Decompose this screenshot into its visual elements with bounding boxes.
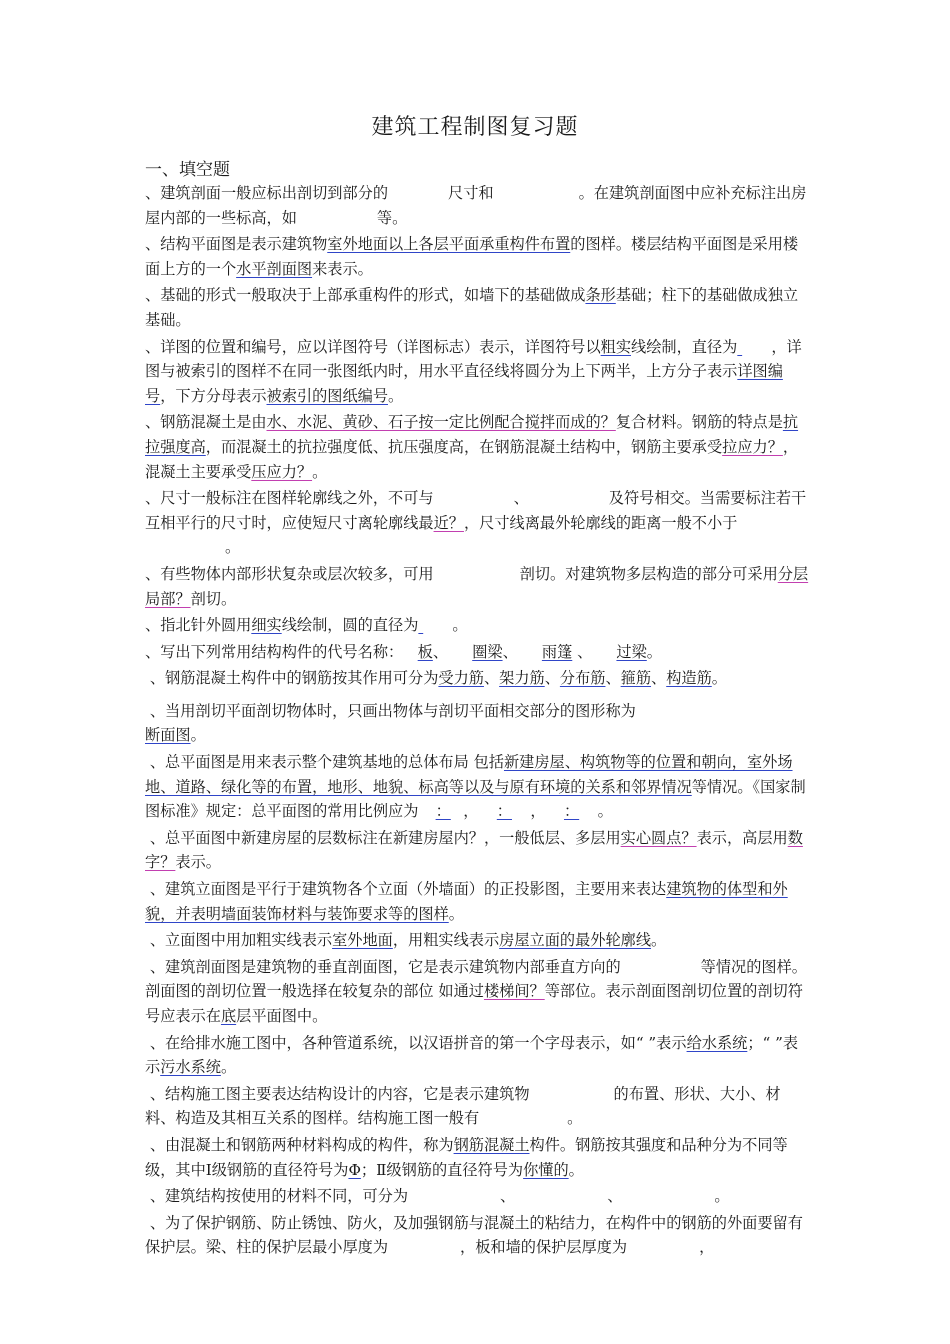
question-4 xyxy=(145,335,810,409)
question-3 xyxy=(145,283,810,332)
q21-text-c: ， xyxy=(699,1238,715,1257)
q4-text-c: ，详图与被索引的图样不在同一张图纸内时，用水平直径线将圆分为上下两半，上方分子表示 xyxy=(145,337,802,381)
q11-answer-1: 断面图 xyxy=(145,726,191,745)
q19-text-b: 构件。钢筋按其强度和品种分为不同等级，其中Ⅰ级钢筋的直径符号为 xyxy=(145,1135,788,1179)
q21-text-b: ，板和墙的保护层厚度为 xyxy=(460,1238,628,1257)
question-5 xyxy=(145,410,810,484)
q20-text-d: 。 xyxy=(714,1187,730,1206)
q10-answer-5: 构造筋 xyxy=(666,669,712,688)
q6-text-e: 。 xyxy=(225,538,241,557)
q7-text-c: 剖切。 xyxy=(190,589,237,608)
question-11 xyxy=(145,699,810,748)
question-16 xyxy=(145,955,810,1029)
q12-answer-1: 新建房屋、构筑物等的位置和朝向，室外场地、道路、绿化等的布置，地形、地貌、标高等以及与原有环境的关系和邻界情况 xyxy=(145,753,793,796)
q10-text-a: 、钢筋混凝土构件中的钢筋按其作用可分为 xyxy=(149,669,439,688)
question-18 xyxy=(145,1082,810,1131)
q12-text-b: 等情况。《国家制图标准》规定：总平面图的常用比例应为 xyxy=(145,777,806,821)
q19-answer-2: Φ xyxy=(348,1160,361,1179)
q12-ratio-3: ： xyxy=(563,802,580,821)
q12-text-c: 。 xyxy=(597,802,613,821)
question-21 xyxy=(145,1211,810,1260)
q10-answer-2: 架力筋 xyxy=(499,669,545,688)
q3-answer-1: 条形 xyxy=(585,286,616,305)
q10-sep-4: 、 xyxy=(651,669,667,688)
q4-text-d: ，下方分母表示 xyxy=(160,386,267,405)
question-list xyxy=(145,181,810,1262)
q10-answer-4: 箍筋 xyxy=(620,669,652,688)
q16-text-a: 、建筑剖面图是建筑物的垂直剖面图，它是表示建筑物内部垂直方向的 xyxy=(149,957,621,976)
q16-text-b: 等情况的图样。剖面图的剖切位置一般选择在较复杂的部位 如通过 xyxy=(145,957,807,1001)
q17-answer-1: 给水系统 xyxy=(686,1033,748,1052)
q9-text-a: 、写出下列常用结构构件的代号名称： xyxy=(145,642,404,661)
q13-text-b: 表示，高层用 xyxy=(696,828,788,847)
q16-answer-1: 楼梯间？ xyxy=(483,982,545,1001)
question-7 xyxy=(145,562,810,611)
question-6 xyxy=(145,486,810,560)
question-8 xyxy=(145,613,810,638)
q1-text-b: 尺寸和 xyxy=(448,184,494,202)
q17-text-a: 、在给排水施工图中，各种管道系统，以汉语拼音的第一个字母表示，如“ ”表示 xyxy=(149,1033,687,1052)
q17-text-b: ；“ ”表示 xyxy=(145,1033,799,1077)
q12-ratio-1: ： xyxy=(435,802,451,821)
q4-answer-2: 详图编号 xyxy=(145,362,783,405)
q9-sep-1: 、 xyxy=(432,642,449,661)
q10-answer-1: 受力筋 xyxy=(438,669,484,688)
q12-text-a: 、总平面图是用来表示整个建筑基地的总体布局 包括 xyxy=(149,753,504,772)
section-heading: 一、填空题 xyxy=(145,160,230,180)
q19-answer-1: 钢筋混凝土 xyxy=(453,1135,530,1154)
q18-text-c: 。 xyxy=(567,1109,583,1128)
q16-text-c: 等部位。表示剖面图剖切位置的剖切符号应表示在 xyxy=(145,982,803,1025)
q9-answer-4: 过梁 xyxy=(616,642,647,661)
q9-answer-1: 板 xyxy=(417,642,433,661)
q4-text-a: 、详图的位置和编号，应以详图符号（详图标志）表示，详图符号以 xyxy=(145,337,601,356)
q17-answer-2: 污水系统 xyxy=(160,1058,221,1077)
q16-text-d: 层平面图中。 xyxy=(236,1007,328,1025)
q6-text-b: 、 xyxy=(513,489,529,508)
q13-answer-2: 数字？ xyxy=(145,828,803,872)
q15-answer-1: 室外地面 xyxy=(332,931,393,950)
question-14 xyxy=(145,877,810,926)
q5-answer-3: 拉应力？ xyxy=(722,437,783,456)
q15-answer-2: 房屋立面的最外轮廓线 xyxy=(499,931,652,950)
q12-ratio-2: ： xyxy=(496,802,512,821)
q3-text-b: 基础；柱下的基础做成独立基础。 xyxy=(145,286,799,329)
q5-text-c: ，而混凝土的抗拉强度低、抗压强度高，在钢筋混凝土结构中，钢筋主要承受 xyxy=(205,437,723,456)
q5-text-b: 复合材料。钢筋的特点是 xyxy=(615,413,783,432)
q16-answer-2: 底 xyxy=(220,1007,237,1025)
question-20 xyxy=(145,1184,810,1209)
q14-text-b: 。 xyxy=(448,904,464,923)
q9-answer-2: 圈梁 xyxy=(472,642,503,661)
q8-text-b: 线绘制，圆的直径为 xyxy=(281,616,419,635)
q14-answer-1: 建筑物的体型和外貌，并表明墙面装饰材料与装饰要求等的图样 xyxy=(145,880,788,923)
q10-sep-3: 、 xyxy=(605,669,621,688)
q9-answer-3: 雨篷 xyxy=(541,642,573,661)
q8-text-a: 、指北针外圆用 xyxy=(145,616,252,635)
q9-sep-4: 。 xyxy=(646,642,662,661)
q2-answer-1: 室外地面以上各层平面承重构件布置 xyxy=(327,235,571,254)
q1-text-a: 、建筑剖面一般应标出剖切到部分的 xyxy=(145,184,388,202)
q3-text-a: 、基础的形式一般取决于上部承重构件的形式，如墙下的基础做成 xyxy=(145,286,586,305)
question-17 xyxy=(145,1031,810,1080)
q2-text-b: 的图样。楼层结构平面图是采用楼面上方的一个 xyxy=(145,235,799,278)
q5-text-a: 、钢筋混凝土是由 xyxy=(145,413,267,432)
q9-sep-2: 、 xyxy=(502,642,518,661)
q4-answer-1: 粗实 xyxy=(600,337,631,356)
q14-text-a: 、建筑立面图是平行于建筑物各个立面（外墙面）的正投影图，主要用来表达 xyxy=(149,880,667,899)
q8-answer-1: 细实 xyxy=(251,616,282,635)
question-10 xyxy=(145,666,810,691)
q4-text-b: 线绘制，直径为 xyxy=(631,337,738,356)
q17-text-c: 。 xyxy=(220,1058,237,1077)
q21-text-a: 、为了保护钢筋、防止锈蚀、防火，及加强钢筋与混凝土的粘结力，在构件中的钢筋的外面要留有保护层。梁、柱的保护层最小厚度为 xyxy=(145,1213,803,1257)
question-2 xyxy=(145,232,810,281)
q20-text-a: 、建筑结构按使用的材料不同，可分为 xyxy=(149,1187,409,1206)
q15-text-c: 。 xyxy=(651,931,667,950)
question-15 xyxy=(145,928,810,953)
q15-text-a: 、立面图中用加粗实线表示 xyxy=(149,931,333,950)
q20-text-b: 、 xyxy=(500,1187,516,1206)
q8-text-c: 。 xyxy=(452,616,468,635)
q6-text-c: 及符号相交。当需要标注若干互相平行的尺寸时，应使短尺寸离轮廓线最 xyxy=(145,489,807,532)
q4-text-e: 。 xyxy=(388,386,404,405)
question-9 xyxy=(145,640,810,665)
q7-text-b: 剖切。对建筑物多层构造的部分可采用 xyxy=(519,564,778,583)
q5-text-d: ，混凝土主要承受 xyxy=(145,437,799,481)
q6-text-d: ，尺寸线离最外轮廓线的距离一般不小于 xyxy=(463,513,738,532)
q20-text-c: 、 xyxy=(607,1187,623,1206)
q10-answer-3: 分布筋 xyxy=(559,669,606,688)
q2-answer-2: 水平剖面图 xyxy=(236,259,313,278)
q11-text-b: 。 xyxy=(190,726,206,745)
q15-text-b: ，用粗实线表示 xyxy=(392,931,500,950)
q1-text-c: 。在建筑剖面图中应补充标注出房屋内部的一些标高，如 xyxy=(145,184,807,227)
q6-text-a: 、尺寸一般标注在图样轮廓线之外，不可与 xyxy=(145,489,434,508)
page-title: 建筑工程制图复习题 xyxy=(371,115,579,140)
q13-text-a: 、总平面图中新建房屋的层数标注在新建房屋内？，一般低层、多层用 xyxy=(149,828,621,847)
q2-text-c: 来表示。 xyxy=(312,259,373,278)
question-12: 、总平面图是用来表示整个建筑基地的总体布局 包括新建房屋、构筑物等的位置和朝向，室外场地、道路、绿化等的布置，地形、地貌、标高等以及与原有环境的关系和邻界情况等情况。《国家制图标准》规定：总平面图的常用比例应为 ： ， ： ， ： 。 xyxy=(145,750,810,824)
q18-text-a: 、结构施工图主要表达结构设计的内容，它是表示建筑物 xyxy=(149,1084,530,1103)
q10-sep-1: 、 xyxy=(483,669,500,688)
q7-text-a: 、有些物体内部形状复杂或层次较多，可用 xyxy=(145,564,434,583)
q5-text-e: 。 xyxy=(312,462,328,481)
q19-text-c: ；Ⅱ级钢筋的直径符号为 xyxy=(360,1160,524,1179)
q6-answer-1: 近？ xyxy=(433,513,464,532)
q4-answer-3: 被索引的图纸编号 xyxy=(266,386,388,405)
question-13 xyxy=(145,826,810,875)
question-19 xyxy=(145,1133,810,1182)
q19-text-a: 、由混凝土和钢筋两种材料构成的构件，称为 xyxy=(149,1135,454,1154)
q2-text-a: 、结构平面图是表示建筑物 xyxy=(145,235,328,254)
q9-sep-3: 、 xyxy=(577,642,593,661)
q10-sep-2: 、 xyxy=(544,669,560,688)
q10-sep-5: 。 xyxy=(711,669,727,688)
q19-text-d: 。 xyxy=(568,1160,584,1179)
q13-text-c: 表示。 xyxy=(175,853,221,872)
q5-answer-2: 抗拉强度高 xyxy=(145,413,799,456)
q7-answer-1: 分层局部？ xyxy=(145,564,809,608)
q18-text-b: 的布置、形状、大小、材料、构造及其相互关系的图样。结构施工图一般有 xyxy=(145,1084,781,1128)
q1-text-d: 等。 xyxy=(376,208,408,227)
q11-text-a: 、当用剖切平面剖切物体时，只画出物体与剖切平面相交部分的图形称为 xyxy=(149,701,636,720)
q5-answer-4: 压应力？ xyxy=(251,462,313,481)
q5-answer-1: 水、水泥、黄砂、石子按一定比例配合搅拌而成的？ xyxy=(266,413,616,432)
question-1 xyxy=(145,181,810,230)
q13-answer-1: 实心圆点？ xyxy=(620,828,697,847)
q19-answer-3: 你懂的 xyxy=(523,1160,569,1179)
